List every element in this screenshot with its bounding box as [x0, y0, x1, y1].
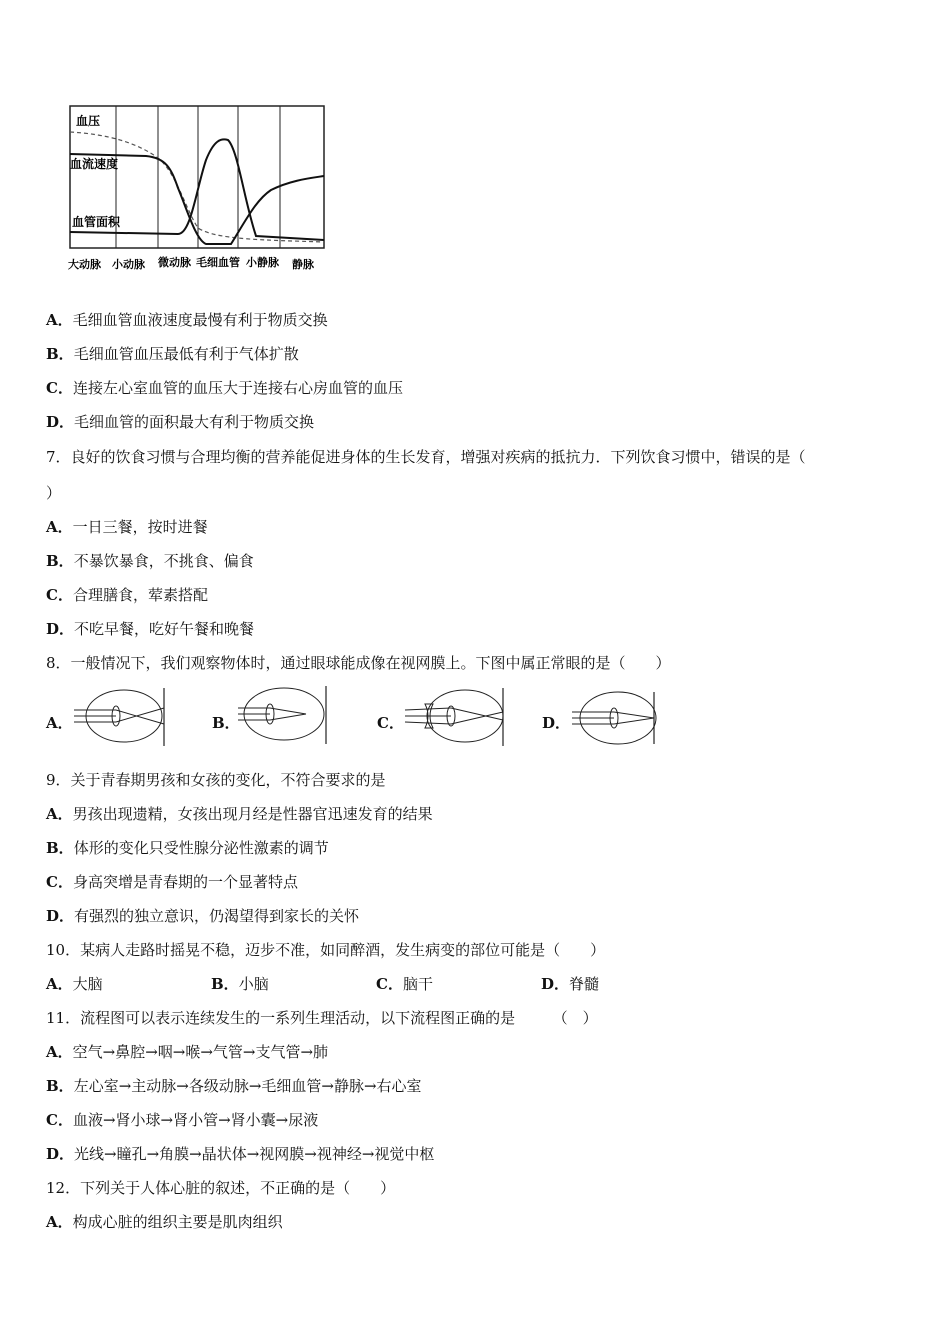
q7-option-c: [46, 585, 208, 605]
option-letter: A．: [46, 1213, 73, 1231]
option-text: 体形的变化只受性腺分泌性激素的调节: [73, 839, 329, 857]
eye-diagram-c: [403, 684, 509, 748]
q9-option-d: [46, 906, 359, 926]
q6-option-c: [46, 378, 403, 398]
eye-diagram-d: [570, 684, 666, 748]
option-letter: B．: [46, 345, 74, 363]
option-letter: A．: [46, 311, 73, 329]
option-letter: B．: [211, 975, 239, 993]
series-label-pressure: 血压: [76, 114, 101, 128]
option-letter: C．: [46, 379, 73, 397]
option-letter: D．: [46, 620, 75, 638]
q11-option-b: [46, 1076, 422, 1096]
option-text: 不吃早餐，吃好午餐和晚餐: [74, 620, 255, 638]
option-letter: B．: [46, 1077, 74, 1095]
q6-option-b: [46, 344, 299, 364]
category-label: 毛细血管: [196, 256, 240, 269]
option-letter: B．: [212, 714, 240, 732]
q12-option-a: [46, 1212, 283, 1232]
option-letter: C．: [46, 586, 73, 604]
option-letter: D．: [542, 714, 571, 732]
option-letter: A．: [46, 1043, 73, 1061]
option-letter: A．: [46, 805, 73, 823]
category-label: 小动脉: [112, 258, 145, 271]
option-letter: C．: [376, 975, 403, 993]
option-text: 大脑: [72, 975, 103, 993]
q9-option-a: [46, 804, 433, 824]
q12-stem: 12．下列关于人体心脏的叙述，不正确的是（ ）: [46, 1179, 396, 1197]
eye-diagram-a: [72, 684, 168, 748]
q10-option-a: [46, 974, 211, 994]
option-text: 脊髓: [569, 975, 600, 993]
q10-option-c: [376, 974, 541, 994]
option-letter: D．: [541, 975, 570, 993]
q7-option-a: [46, 517, 208, 537]
option-text: 光线→瞳孔→角膜→晶状体→视网膜→视神经→视觉中枢: [74, 1145, 435, 1163]
q10-option-b: [211, 974, 376, 994]
q7-stem: 7．良好的饮食习惯与合理均衡的营养能促进身体的生长发育，增强对疾病的抵抗力．下列饮食习惯中，错误的是（: [46, 448, 806, 466]
option-text: 毛细血管血压最低有利于气体扩散: [73, 345, 299, 363]
q11-option-c: [46, 1110, 318, 1130]
option-text: 左心室→主动脉→各级动脉→毛细血管→静脉→右心室: [73, 1077, 422, 1095]
q9-stem: 9．关于青春期男孩和女孩的变化，不符合要求的是: [46, 771, 386, 789]
option-letter: B．: [46, 839, 74, 857]
option-text: 小脑: [238, 975, 269, 993]
option-letter: D．: [46, 907, 75, 925]
series-label-speed: 血流速度: [70, 157, 119, 171]
q6-option-d: [46, 412, 314, 432]
category-label: 小静脉: [246, 256, 279, 269]
option-text: 有强烈的独立意识，仍渴望得到家长的关怀: [74, 907, 360, 925]
q7-stem-cont: ）: [46, 484, 62, 502]
option-letter: A．: [46, 518, 73, 536]
option-text: 连接左心室血管的血压大于连接右心房血管的血压: [72, 379, 403, 397]
option-text: 脑干: [402, 975, 433, 993]
option-letter: D．: [46, 1145, 75, 1163]
option-text: 不暴饮暴食，不挑食、偏食: [73, 552, 254, 570]
q11-option-a: [46, 1042, 328, 1062]
option-text: 毛细血管血液速度最慢有利于物质交换: [72, 311, 328, 329]
q9-option-b: [46, 838, 329, 858]
option-letter: A．: [46, 714, 73, 732]
category-label: 静脉: [292, 258, 314, 271]
option-text: 空气→鼻腔→咽→喉→气管→支气管→肺: [72, 1043, 329, 1061]
option-text: 毛细血管的面积最大有利于物质交换: [74, 413, 315, 431]
category-label: 微动脉: [158, 256, 191, 269]
q6-option-a: [46, 310, 328, 330]
eye-diagram-b: [236, 684, 332, 748]
option-text: 合理膳食，荤素搭配: [72, 586, 208, 604]
series-label-area: 血管面积: [72, 215, 121, 229]
q11-stem: 11．流程图可以表示连续发生的一系列生理活动，以下流程图正确的是 （ ）: [46, 1009, 598, 1027]
category-label: 大动脉: [68, 258, 101, 271]
q7-option-b: [46, 551, 254, 571]
option-text: 身高突增是青春期的一个显著特点: [72, 873, 298, 891]
option-letter: C．: [46, 873, 73, 891]
q9-option-c: [46, 872, 298, 892]
blood-vessel-chart: [66, 100, 328, 275]
q7-option-d: [46, 619, 254, 639]
option-letter: A．: [46, 975, 73, 993]
option-text: 血液→肾小球→肾小管→肾小囊→尿液: [72, 1111, 319, 1129]
q10-stem: 10．某病人走路时摇晃不稳，迈步不准，如同醉酒，发生病变的部位可能是（ ）: [46, 941, 606, 959]
option-text: 构成心脏的组织主要是肌肉组织: [72, 1213, 283, 1231]
q10-options: [46, 974, 706, 994]
q8-stem: 8．一般情况下，我们观察物体时，通过眼球能成像在视网膜上。下图中属正常眼的是（ ）: [46, 654, 671, 672]
q10-option-d: [541, 974, 706, 994]
q8-eye-diagrams: [46, 682, 686, 752]
option-text: 一日三餐，按时进餐: [72, 518, 208, 536]
q11-option-d: [46, 1144, 434, 1164]
option-letter: C．: [377, 714, 404, 732]
option-letter: D．: [46, 413, 75, 431]
option-letter: C．: [46, 1111, 73, 1129]
option-letter: B．: [46, 552, 74, 570]
option-text: 男孩出现遗精，女孩出现月经是性器官迅速发育的结果: [72, 805, 433, 823]
